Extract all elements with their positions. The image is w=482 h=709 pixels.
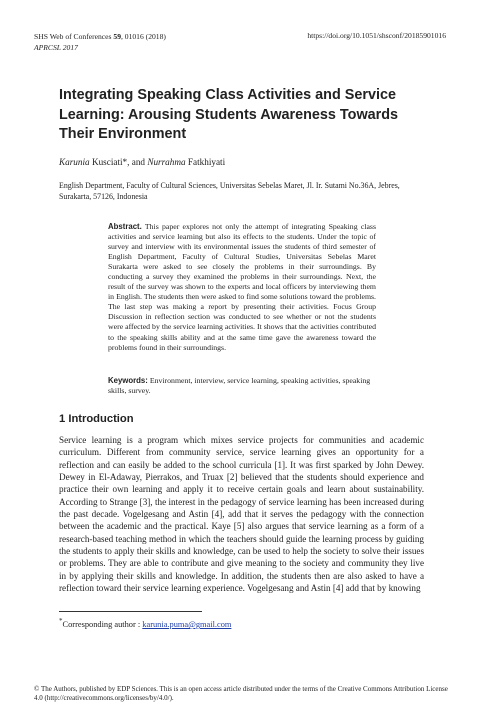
footnote-marker: * bbox=[59, 617, 63, 625]
journal-citation bbox=[34, 31, 166, 42]
author-2-family-name: Fatkhiyati bbox=[185, 157, 226, 167]
abstract-text: This paper explores not only the attempt of integrating Speaking class activities and service learning but also its effects to the students. Under the topic of survey and interview with its environmental issues the students of third semester of English Department, Faculty of Cultural Studies, Universitas Sebelas Maret Surakarta were asked to see closely the problems in their surroundings. By conducting a survey they examined the problems in their surroundings. Next, the result of the survey was shown to the experts and local officers by interviewing them in English. The students then were asked to find some solutions toward the problems. The last step was making a report by presenting their activities. Focus Group Discussion in reflection section was conducted to see whether or not the students were affected by the service learning activities. It shows that the activities contributed to the speaking skills ability and at the same time gave the awareness toward the problems found in their surroundings. bbox=[108, 222, 376, 352]
author-2-given-name: Nurrahma bbox=[147, 157, 186, 167]
article-number: , 01016 (2018) bbox=[120, 32, 166, 41]
abstract bbox=[108, 222, 376, 353]
keywords bbox=[108, 376, 376, 397]
body-paragraph: Service learning is a program which mixes service projects for communities and academic curriculum. Different from community service, service learning gives an opportunity for a reflection and can easily be added to the school curricula [1]. It was first sparked by John Dewey. Dewey in El-Adaway, Pierrakos, and Truax [2] believed that the students should experience and practice their own learning and apply it to receive certain goals and learn about sustainability. According to Strange [3], the interest in the pedagogy of service learning has been increased during the past decade. Vogelgesang and Astin [4], add that it serves the pedagogy with the connection between the academic and the practical. Kaye [5] also argues that service learning as a form of a research-based teaching method in which the teachers should guide the learning process by guiding the students to apply their skills and knowledge, can be used to help the society to solve their issues or problems. They are able to contribute and give meaning to the society and community they live in by applying their skills and knowledge. In addition, the students then are also asked to have a reflection toward their service learning experience. Vogelgesang and Astin [4] add that by knowing bbox=[59, 435, 424, 594]
paper-title: Integrating Speaking Class Activities and Service Learning: Arousing Students Awareness Towards Their Environment bbox=[59, 87, 399, 142]
footnote bbox=[59, 617, 231, 629]
conference-name: APRCSL 2017 bbox=[34, 43, 78, 52]
keywords-label: Keywords: bbox=[108, 376, 148, 385]
doi-link[interactable]: https://doi.org/10.1051/shsconf/20185901016 bbox=[307, 31, 446, 40]
corresponding-email-link[interactable]: karunia.puma@gmail.com bbox=[142, 619, 232, 629]
footnote-divider bbox=[59, 611, 202, 612]
keywords-text: Environment, interview, service learning, speaking activities, speaking skills, survey. bbox=[108, 376, 371, 396]
footnote-label: Corresponding author : bbox=[62, 619, 143, 629]
license-notice: © The Authors, published by EDP Sciences. This is an open access article distributed under the terms of the Creative Commons Attribution License 4.0 (http://creativecommons.org/licenses/by/4.0/). bbox=[34, 685, 448, 703]
author-list bbox=[59, 157, 225, 167]
abstract-label: Abstract. bbox=[108, 222, 142, 231]
section-heading: 1 Introduction bbox=[59, 413, 134, 425]
journal-name: SHS Web of Conferences bbox=[34, 32, 114, 41]
running-header-left bbox=[34, 31, 166, 53]
author-1-family-name: Kusciati*, and bbox=[89, 157, 148, 167]
affiliation: English Department, Faculty of Cultural Sciences, Universitas Sebelas Maret, Jl. Ir. Sutami No.36A, Jebres, Surakarta, 57126, Indonesia bbox=[59, 181, 400, 201]
journal-volume: 59 bbox=[113, 32, 121, 41]
author-1-given-name: Karunia bbox=[59, 157, 90, 167]
